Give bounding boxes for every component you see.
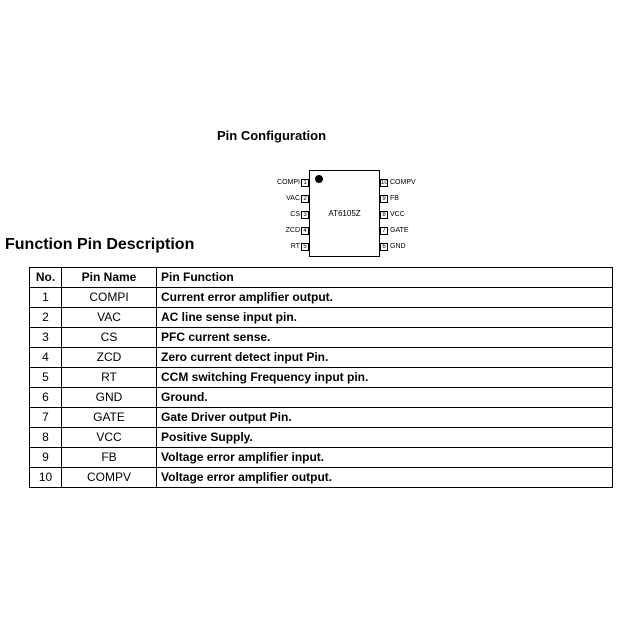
pin-name-label: FB	[390, 195, 399, 202]
pin-number-box: 4	[301, 227, 309, 235]
ic-pin-left-1	[277, 178, 309, 187]
cell-pin-function: Positive Supply.	[157, 428, 613, 448]
pin-number-box: 5	[301, 243, 309, 251]
pin-name-label: COMPV	[390, 179, 416, 186]
cell-pin-name: COMPV	[62, 468, 157, 488]
cell-no: 8	[30, 428, 62, 448]
cell-no: 7	[30, 408, 62, 428]
ic-pin-right-10	[380, 178, 416, 187]
pin-number-box: 8	[380, 211, 388, 219]
cell-no: 2	[30, 308, 62, 328]
pin-number-box: 1	[301, 179, 309, 187]
pin-number-box: 9	[380, 195, 388, 203]
ic-pin-left-4	[286, 226, 309, 235]
pin-name-label: COMPI	[277, 179, 300, 186]
cell-no: 5	[30, 368, 62, 388]
ic-pin-right-6	[380, 242, 406, 251]
cell-pin-name: ZCD	[62, 348, 157, 368]
cell-no: 6	[30, 388, 62, 408]
cell-pin-function: Current error amplifier output.	[157, 288, 613, 308]
pin-name-label: ZCD	[285, 227, 300, 234]
pin-name-label: GND	[390, 243, 406, 250]
table-row	[30, 388, 613, 408]
pin1-marker-dot	[315, 175, 323, 183]
cell-pin-function: Ground.	[157, 388, 613, 408]
cell-pin-function: AC line sense input pin.	[157, 308, 613, 328]
ic-package-body	[309, 170, 380, 257]
cell-no: 9	[30, 448, 62, 468]
ic-part-number: AT6105Z	[328, 209, 361, 218]
pin-function-table	[29, 267, 613, 488]
pin-name-label: RT	[290, 243, 300, 250]
ic-pin-right-9	[380, 194, 399, 203]
function-pin-description-title: Function Pin Description	[5, 236, 195, 253]
table-row	[30, 408, 613, 428]
table-row	[30, 328, 613, 348]
table-row	[30, 448, 613, 468]
pin-number-box: 10	[381, 179, 388, 186]
pin-name-label: VCC	[390, 211, 405, 218]
header-no: No.	[30, 268, 62, 288]
header-pin-function: Pin Function	[157, 268, 613, 288]
ic-pin-left-3	[290, 210, 309, 219]
ic-pin-right-7	[380, 226, 409, 235]
cell-pin-name: VCC	[62, 428, 157, 448]
table-row	[30, 368, 613, 388]
cell-no: 1	[30, 288, 62, 308]
cell-pin-function: Zero current detect input Pin.	[157, 348, 613, 368]
pin-number-box: 3	[301, 211, 309, 219]
ic-pin-left-2	[286, 194, 309, 203]
cell-pin-function: Voltage error amplifier input.	[157, 448, 613, 468]
cell-pin-name: FB	[62, 448, 157, 468]
table-row	[30, 468, 613, 488]
cell-no: 4	[30, 348, 62, 368]
cell-pin-name: GND	[62, 388, 157, 408]
pin-configuration-title: Pin Configuration	[217, 128, 327, 143]
table-row	[30, 348, 613, 368]
cell-no: 10	[30, 468, 62, 488]
ic-pin-left-5	[291, 242, 309, 251]
table-row	[30, 288, 613, 308]
cell-no: 3	[30, 328, 62, 348]
cell-pin-function: Gate Driver output Pin.	[157, 408, 613, 428]
pin-number-box: 7	[380, 227, 388, 235]
cell-pin-name: CS	[62, 328, 157, 348]
cell-pin-name: RT	[62, 368, 157, 388]
pin-number-box: 6	[380, 243, 388, 251]
cell-pin-name: COMPI	[62, 288, 157, 308]
cell-pin-function: PFC current sense.	[157, 328, 613, 348]
table-row	[30, 428, 613, 448]
cell-pin-name: GATE	[62, 408, 157, 428]
pin-name-label: GATE	[390, 227, 409, 234]
cell-pin-name: VAC	[62, 308, 157, 328]
table-row	[30, 308, 613, 328]
pin-name-label: VAC	[286, 195, 300, 202]
pin-number-box: 2	[301, 195, 309, 203]
table-header-row	[30, 268, 613, 288]
ic-pin-right-8	[380, 210, 405, 219]
header-pin-name: Pin Name	[62, 268, 157, 288]
cell-pin-function: Voltage error amplifier output.	[157, 468, 613, 488]
cell-pin-function: CCM switching Frequency input pin.	[157, 368, 613, 388]
pin-name-label: CS	[290, 211, 300, 218]
